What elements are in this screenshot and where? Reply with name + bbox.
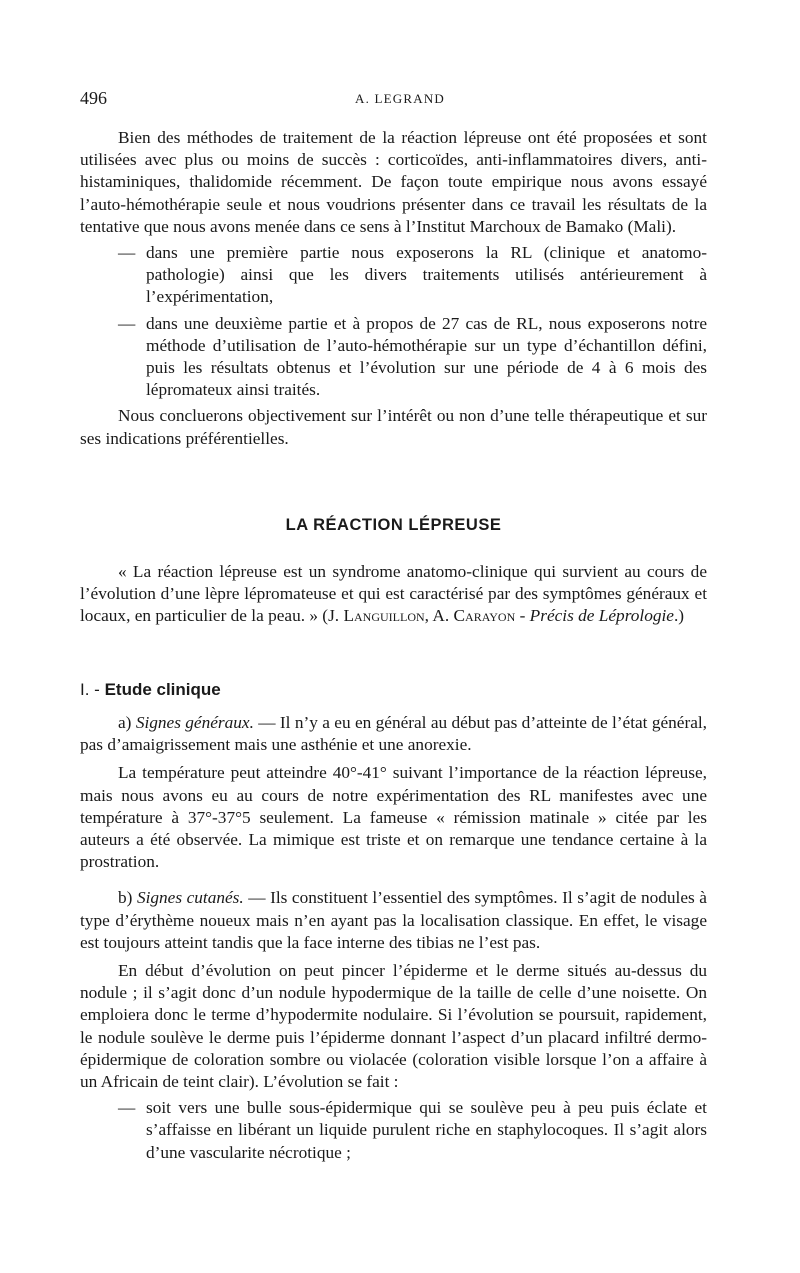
separator: - — [515, 606, 530, 626]
definition-quote — [80, 561, 707, 628]
evolution-paragraph: En début d’évolution on peut pincer l’épiderme et le derme situés au-dessus du nodule ; il s’agit donc d’un nodule hypodermique de la taille de celle d’une noisette. On emploiera donc le terme d’hypodermite nodulaire. Si l’évolution se poursuit, rapidement, le nodule soulève le derme puis l’épiderme donnant l’aspect d’un placard infiltré dermo-épidermique de coloration sombre ou violacée (coloration visible lorsque l’on a affaire à un Africain de teint clair). L’évolution se fait : — [80, 961, 707, 1092]
dash-bullet: — — [118, 243, 136, 263]
list-item-text: dans une première partie nous exposerons la RL (clinique et anatomo-pathologie) ainsi que les divers traitements utilisés antérieurement à l’expérimentation, — [146, 243, 707, 307]
subsection-title: Etude clinique — [104, 680, 221, 699]
list-item-text: dans une deuxième partie et à propos de 27 cas de RL, nous exposerons notre méthode d’utilisation de l’auto-hémothérapie sur un type d’échantillon défini, puis les résultats obtenus et l’évolution sur une période de 4 à 6 mois des lépromateux ainsi traités. — [146, 313, 707, 400]
page-number: 496 — [80, 88, 107, 108]
running-head: A. LEGRAND — [355, 91, 445, 106]
author-initial: A. — [432, 606, 450, 626]
author-name: Carayon — [453, 606, 516, 626]
citation-end: .) — [673, 606, 685, 626]
list-item — [80, 1097, 707, 1164]
page-header — [80, 88, 720, 110]
signes-generaux-paragraph — [80, 712, 707, 756]
book-title: Précis de Léprologie — [529, 606, 674, 626]
section-title: LA RÉACTION LÉPREUSE — [285, 516, 502, 534]
author-name: Languillon — [343, 606, 425, 626]
list-item-text: soit vers une bulle sous-épidermique qui se soulève peu à peu puis éclate et s’affaisse en libérant un liquide purulent riche en staphylocoques. Il s’agit alors d’une vascularite nécrotique ; — [146, 1098, 707, 1162]
intro-conclusion: Nous concluerons objectivement sur l’intérêt ou non d’une telle thérapeutique et sur ses indications préférentielles. — [80, 406, 707, 448]
quote-text: « La réaction lépreuse est un syndrome anatomo-clinique qui survient au cours de l’évolution d’une lèpre lépromateuse et qui est caractérisé par des symptômes généraux et locaux, en particulier de la peau. » (J. — [80, 562, 707, 626]
item-text: — Ils constituent l’essentiel des symptômes. Il s’agit de nodules à type d’érythème noueux mais n’en ayant pas la localisation classique. En effet, le visage est toujours atteint tandis que la face interne des tibias ne l’est pas. — [80, 888, 707, 952]
subsection-heading — [80, 680, 221, 700]
list-item — [80, 242, 707, 309]
intro-paragraph: Bien des méthodes de traitement de la réaction lépreuse ont été proposées et sont utilisées avec plus ou moins de succès : corticoïdes, anti-inflammatoires divers, anti-histaminiques, thalidomide récemment. De façon toute empirique nous avons essayé l’auto-hémothérapie seule et nous voudrions présenter dans ce travail les résultats de la tentative que nous avons menée dans ce sens à l’Institut Marchoux de Bamako (Mali). — [80, 128, 707, 236]
intro-block — [80, 127, 707, 450]
list-item — [80, 313, 707, 402]
signes-cutanes-paragraph — [80, 887, 707, 954]
clinical-block — [80, 712, 707, 1164]
item-title: Signes cutanés. — [136, 888, 244, 908]
item-title: Signes généraux. — [135, 713, 254, 732]
quote-paragraph — [80, 561, 707, 628]
separator: , — [424, 606, 429, 626]
dash-bullet: — — [118, 1098, 136, 1118]
item-text: — Il n’y a eu en général au début pas d’atteinte de l’état général, pas d’amaigrissement mais une asthénie et une anorexie. — [80, 713, 708, 755]
subsection-number: I. - — [80, 680, 105, 699]
item-label: b) — [118, 888, 133, 908]
temperature-paragraph: La température peut atteindre 40°-41° suivant l’importance de la réaction lépreuse, mais nous avons eu au cours de notre expérimentation des RL manifestes avec une température à 37°-37°5 seulement. La fameuse « rémission matinale » citée par les auteurs a été observée. La mimique est triste et on remarque une tendance certaine à la prostration. — [80, 763, 707, 872]
item-label: a) — [118, 713, 132, 732]
dash-bullet: — — [118, 313, 136, 333]
